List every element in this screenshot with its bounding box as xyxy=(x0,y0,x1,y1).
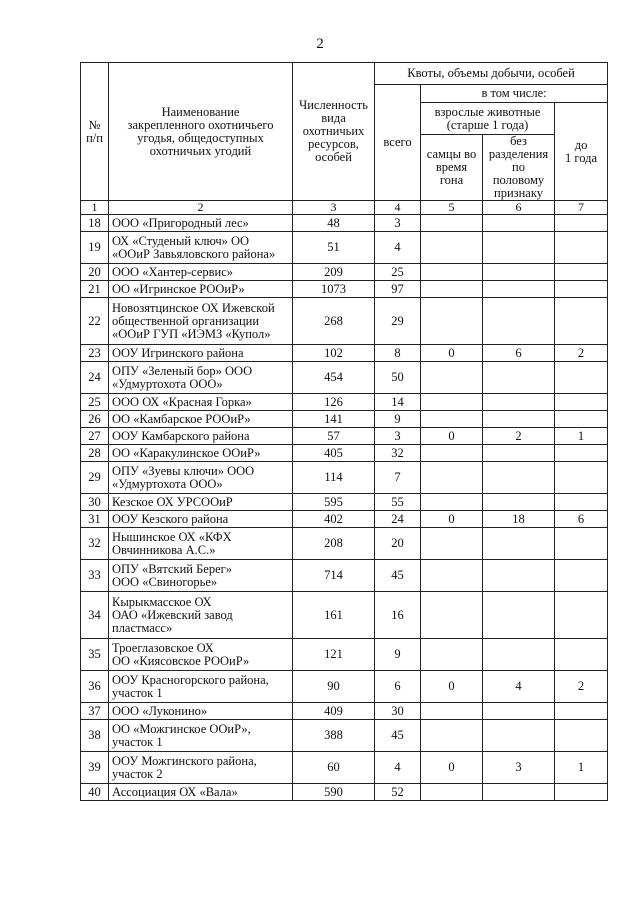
quota-males-rut xyxy=(421,462,483,494)
table-row xyxy=(81,784,608,801)
quota-under1 xyxy=(555,494,608,511)
quota-males-rut xyxy=(421,281,483,298)
quota-total: 45 xyxy=(375,720,421,752)
column-index-row: 1 2 3 4 5 6 7 xyxy=(81,201,608,215)
row-number: 37 xyxy=(81,703,109,720)
row-number: 23 xyxy=(81,345,109,362)
quota-males-rut: 0 xyxy=(421,428,483,445)
table-row xyxy=(81,752,608,784)
table-row xyxy=(81,445,608,462)
quota-no-sex xyxy=(483,232,555,264)
quota-under1 xyxy=(555,411,608,428)
quota-males-rut: 0 xyxy=(421,511,483,528)
quota-males-rut xyxy=(421,362,483,394)
quota-no-sex xyxy=(483,215,555,232)
header-num: № п/п xyxy=(81,63,109,201)
population-count: 209 xyxy=(293,264,375,281)
population-count: 51 xyxy=(293,232,375,264)
quota-total: 30 xyxy=(375,703,421,720)
quota-under1 xyxy=(555,215,608,232)
quota-total: 16 xyxy=(375,592,421,639)
ground-name: ОХ «Студеный ключ» ОО «ООиР Завьяловского района» xyxy=(109,232,293,264)
quota-total: 14 xyxy=(375,394,421,411)
quota-under1: 1 xyxy=(555,752,608,784)
row-number: 28 xyxy=(81,445,109,462)
quota-males-rut xyxy=(421,394,483,411)
row-number: 35 xyxy=(81,639,109,671)
page-number: 2 xyxy=(316,36,324,52)
quota-males-rut: 0 xyxy=(421,752,483,784)
ground-name: ООУ Красногорского района, участок 1 xyxy=(109,671,293,703)
population-count: 402 xyxy=(293,511,375,528)
quota-males-rut xyxy=(421,445,483,462)
ground-name: ООО «Пригородный лес» xyxy=(109,215,293,232)
row-number: 26 xyxy=(81,411,109,428)
ground-name: Кырыкмасское ОХ ОАО «Ижевский завод пластмасс» xyxy=(109,592,293,639)
quota-total: 8 xyxy=(375,345,421,362)
row-number: 38 xyxy=(81,720,109,752)
quota-under1 xyxy=(555,281,608,298)
quota-under1 xyxy=(555,264,608,281)
ground-name: ООО ОХ «Красная Горка» xyxy=(109,394,293,411)
row-number: 36 xyxy=(81,671,109,703)
quota-males-rut: 0 xyxy=(421,345,483,362)
quota-no-sex xyxy=(483,462,555,494)
table-row xyxy=(81,528,608,560)
quota-total: 25 xyxy=(375,264,421,281)
table-row xyxy=(81,462,608,494)
quota-total: 97 xyxy=(375,281,421,298)
quota-under1: 2 xyxy=(555,345,608,362)
quota-no-sex xyxy=(483,720,555,752)
ground-name: ОО «Игринское РООиР» xyxy=(109,281,293,298)
table-row xyxy=(81,215,608,232)
quota-males-rut xyxy=(421,720,483,752)
table-row xyxy=(81,345,608,362)
population-count: 208 xyxy=(293,528,375,560)
table-row xyxy=(81,494,608,511)
population-count: 141 xyxy=(293,411,375,428)
quota-under1 xyxy=(555,462,608,494)
population-count: 102 xyxy=(293,345,375,362)
quota-total: 7 xyxy=(375,462,421,494)
header-count: Численность вида охотничьих ресурсов, особей xyxy=(293,63,375,201)
quota-total: 4 xyxy=(375,752,421,784)
ground-name: ООУ Камбарского района xyxy=(109,428,293,445)
ground-name: Троеглазовское ОХ ОО «Киясовское РООиР» xyxy=(109,639,293,671)
quota-no-sex xyxy=(483,784,555,801)
header-name: Наименование закрепленного охотничьего угодья, общедоступных охотничьих угодий xyxy=(109,63,293,201)
quota-under1 xyxy=(555,298,608,345)
header-adults: взрослые животные (старше 1 года) xyxy=(421,103,555,135)
ground-name: ООУ Можгинского района, участок 2 xyxy=(109,752,293,784)
row-number: 20 xyxy=(81,264,109,281)
row-number: 18 xyxy=(81,215,109,232)
quota-no-sex xyxy=(483,639,555,671)
quota-no-sex xyxy=(483,362,555,394)
quota-under1 xyxy=(555,528,608,560)
ground-name: ООО «Луконино» xyxy=(109,703,293,720)
row-number: 19 xyxy=(81,232,109,264)
ground-name: ОО «Камбарское РООиР» xyxy=(109,411,293,428)
row-number: 39 xyxy=(81,752,109,784)
quota-no-sex xyxy=(483,703,555,720)
quota-males-rut xyxy=(421,703,483,720)
quota-no-sex: 3 xyxy=(483,752,555,784)
table-row xyxy=(81,411,608,428)
quota-total: 3 xyxy=(375,428,421,445)
quota-no-sex xyxy=(483,264,555,281)
quota-males-rut xyxy=(421,264,483,281)
quota-total: 29 xyxy=(375,298,421,345)
quota-total: 50 xyxy=(375,362,421,394)
table-row xyxy=(81,362,608,394)
table-row xyxy=(81,560,608,592)
ground-name: ООО «Хантер-сервис» xyxy=(109,264,293,281)
population-count: 268 xyxy=(293,298,375,345)
row-number: 33 xyxy=(81,560,109,592)
quota-no-sex: 6 xyxy=(483,345,555,362)
header-no-sex: без разделения по половому признаку xyxy=(483,135,555,201)
population-count: 114 xyxy=(293,462,375,494)
quota-total: 20 xyxy=(375,528,421,560)
population-count: 595 xyxy=(293,494,375,511)
ground-name: Кезское ОХ УРСООиР xyxy=(109,494,293,511)
ground-name: Ассоциация ОХ «Вала» xyxy=(109,784,293,801)
quota-under1 xyxy=(555,720,608,752)
quota-no-sex xyxy=(483,281,555,298)
quota-males-rut xyxy=(421,592,483,639)
quota-males-rut xyxy=(421,494,483,511)
quota-males-rut xyxy=(421,232,483,264)
population-count: 388 xyxy=(293,720,375,752)
quota-total: 9 xyxy=(375,411,421,428)
ground-name: Нышинское ОХ «КФХ Овчинникова А.С.» xyxy=(109,528,293,560)
quota-no-sex xyxy=(483,298,555,345)
quota-under1: 6 xyxy=(555,511,608,528)
table-row xyxy=(81,232,608,264)
header-under1: до 1 года xyxy=(555,103,608,201)
header-total: всего xyxy=(375,85,421,201)
quota-total: 3 xyxy=(375,215,421,232)
quota-no-sex xyxy=(483,494,555,511)
quota-total: 4 xyxy=(375,232,421,264)
population-count: 90 xyxy=(293,671,375,703)
ground-name: ОПУ «Зуевы ключи» ООО «Удмуртохота ООО» xyxy=(109,462,293,494)
ground-name: ОО «Каракулинское ООиР» xyxy=(109,445,293,462)
row-number: 27 xyxy=(81,428,109,445)
quota-males-rut xyxy=(421,560,483,592)
quota-total: 55 xyxy=(375,494,421,511)
quota-under1 xyxy=(555,703,608,720)
row-number: 24 xyxy=(81,362,109,394)
quota-males-rut xyxy=(421,784,483,801)
population-count: 48 xyxy=(293,215,375,232)
quota-under1: 1 xyxy=(555,428,608,445)
quota-total: 24 xyxy=(375,511,421,528)
row-number: 31 xyxy=(81,511,109,528)
quota-total: 45 xyxy=(375,560,421,592)
ground-name: Новозятцинское ОХ Ижевской общественной организации «ООиР ГУП «ИЭМЗ «Купол» xyxy=(109,298,293,345)
quota-males-rut xyxy=(421,528,483,560)
row-number: 30 xyxy=(81,494,109,511)
quota-under1 xyxy=(555,362,608,394)
table-row xyxy=(81,298,608,345)
ground-name: ООУ Кезского района xyxy=(109,511,293,528)
quota-no-sex xyxy=(483,394,555,411)
table-row xyxy=(81,428,608,445)
ground-name: ОО «Можгинское ООиР», участок 1 xyxy=(109,720,293,752)
quota-total: 9 xyxy=(375,639,421,671)
quota-under1 xyxy=(555,592,608,639)
population-count: 590 xyxy=(293,784,375,801)
row-number: 29 xyxy=(81,462,109,494)
row-number: 21 xyxy=(81,281,109,298)
quota-under1 xyxy=(555,784,608,801)
quota-under1 xyxy=(555,560,608,592)
table-row xyxy=(81,639,608,671)
table-row xyxy=(81,394,608,411)
quota-no-sex xyxy=(483,560,555,592)
quota-under1 xyxy=(555,445,608,462)
quota-no-sex xyxy=(483,528,555,560)
quota-under1 xyxy=(555,639,608,671)
population-count: 161 xyxy=(293,592,375,639)
table-row xyxy=(81,671,608,703)
ground-name: ОПУ «Зеленый бор» ООО «Удмуртохота ООО» xyxy=(109,362,293,394)
quota-no-sex xyxy=(483,411,555,428)
header-males-rut: самцы во время гона xyxy=(421,135,483,201)
quota-males-rut xyxy=(421,411,483,428)
header-quotas: Квоты, объемы добычи, особей xyxy=(375,63,608,85)
quota-table xyxy=(80,62,608,801)
quota-no-sex xyxy=(483,592,555,639)
quota-under1 xyxy=(555,232,608,264)
population-count: 454 xyxy=(293,362,375,394)
quota-under1: 2 xyxy=(555,671,608,703)
row-number: 22 xyxy=(81,298,109,345)
population-count: 60 xyxy=(293,752,375,784)
quota-no-sex xyxy=(483,445,555,462)
population-count: 57 xyxy=(293,428,375,445)
row-number: 32 xyxy=(81,528,109,560)
quota-males-rut: 0 xyxy=(421,671,483,703)
table-row xyxy=(81,720,608,752)
header-including: в том числе: xyxy=(421,85,608,103)
population-count: 714 xyxy=(293,560,375,592)
table-row xyxy=(81,592,608,639)
row-number: 34 xyxy=(81,592,109,639)
population-count: 1073 xyxy=(293,281,375,298)
row-number: 40 xyxy=(81,784,109,801)
quota-total: 6 xyxy=(375,671,421,703)
quota-under1 xyxy=(555,394,608,411)
quota-no-sex: 2 xyxy=(483,428,555,445)
population-count: 405 xyxy=(293,445,375,462)
quota-total: 32 xyxy=(375,445,421,462)
quota-males-rut xyxy=(421,298,483,345)
table-row xyxy=(81,511,608,528)
quota-no-sex: 4 xyxy=(483,671,555,703)
ground-name: ООУ Игринского района xyxy=(109,345,293,362)
quota-total: 52 xyxy=(375,784,421,801)
table-row xyxy=(81,264,608,281)
row-number: 25 xyxy=(81,394,109,411)
population-count: 126 xyxy=(293,394,375,411)
ground-name: ОПУ «Вятский Берег» ООО «Свиногорье» xyxy=(109,560,293,592)
table-row xyxy=(81,703,608,720)
quota-males-rut xyxy=(421,215,483,232)
table-row xyxy=(81,281,608,298)
quota-no-sex: 18 xyxy=(483,511,555,528)
population-count: 121 xyxy=(293,639,375,671)
quota-males-rut xyxy=(421,639,483,671)
population-count: 409 xyxy=(293,703,375,720)
